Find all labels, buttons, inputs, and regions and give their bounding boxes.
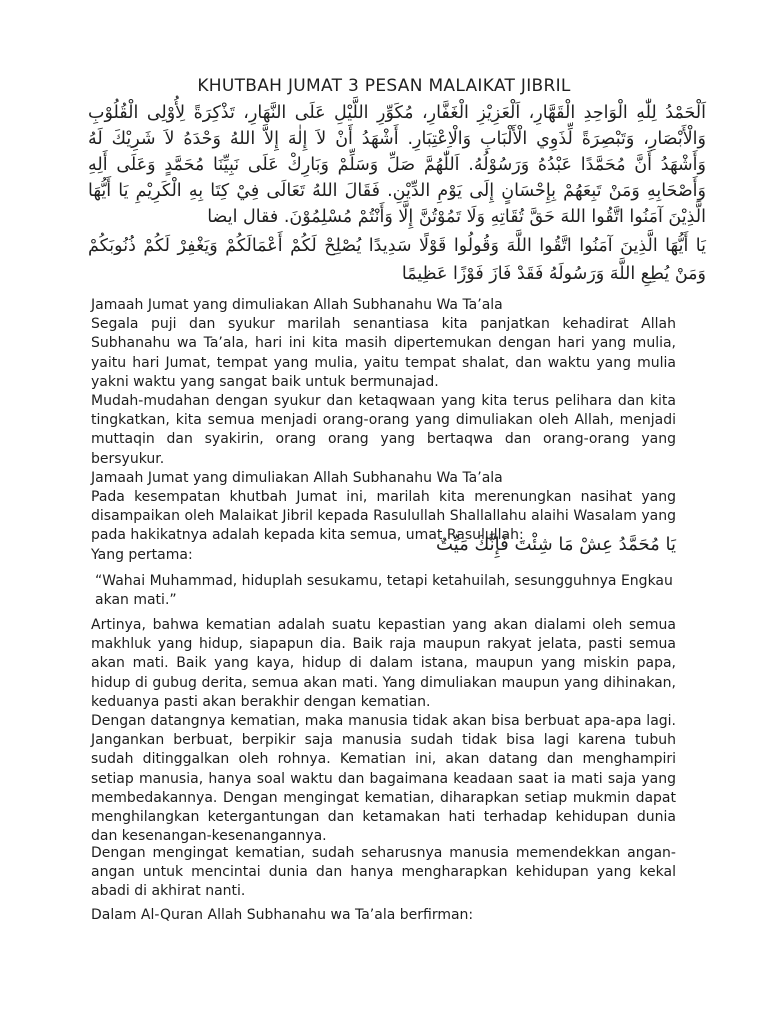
document-title: KHUTBAH JUMAT 3 PESAN MALAIKAT JIBRIL	[197, 76, 571, 96]
paragraph-hope: Mudah-mudahan dengan syukur dan ketaqwaan yang kita terus pelihara dan kita tingkatkan, kita semua menjadi orang-orang yang dimuliakan oleh Allah, menjadi muttaqin dan syakirin, orang orang yang bertaqwa dan orang-orang yang bersyukur.	[91, 393, 676, 467]
arabic-opening-prayer: اَلْحَمْدُ لِلّٰهِ الْوَاحِدِ الْقَهَّارِ، اَلْعَزِيْزِ الْغَفَّارِ، مُكَوِّرِ اللَّيْلِ عَلَى النَّهَارِ، تَذْكِرَةً لِأُوْلِى الْقُلُوْبِ وَالْأَبْصَارِ، وَتَبْصِرَةً لِّذَوِي الْأَلْبَابِ وَالْاِعْتِبَارِ. أَشْهَدُ أَنْ لاَ إِلٰهَ إِلاَّ اللهُ وَحْدَهُ لاَ شَرِيْكَ لَهُ وَأَشْهَدُ أَنَّ مُحَمَّدًا عَبْدُهُ وَرَسُوْلُهُ. اَللّٰهُمَّ صَلِّ وَسَلِّمْ وَبَارِكْ عَلَى نَبِيِّنَا مُحَمَّدٍ وَعَلَى أَلِهِ وَأَصْحَابِهِ وَمَنْ تَبِعَهُمْ بِإِحْسَانٍ إِلَى يَوْمِ الدِّيْنِ. فَقَالَ اللهُ تَعَالَى فِيْ كِتَا بِهِ الْكَرِيْمِ يَا أَيُّهَا الَّذِيْنَ آمَنُوا اتَّقُوا اللهَ حَقَّ تُقَاتِهِ وَلَا تَمُوْتُنَّ إِلَّا وَأَنْتُمْ مُسْلِمُوْنَ. فقال ايضا	[88, 103, 706, 227]
greeting-heading: Jamaah Jumat yang dimuliakan Allah Subhanahu Wa Ta’ala	[91, 297, 503, 313]
paragraph-death-arrival	[91, 712, 676, 846]
arabic-quran-verse: يَا أَيُّهَا الَّذِينَ آمَنُوا اتَّقُوا اللَّهَ وَقُولُوا قَوْلًا سَدِيدًا يُصْلِحْ لَكُمْ أَعْمَالَكُمْ وَيَغْفِرْ لَكُمْ ذُنُوبَكُمْ وَمَنْ يُطِعِ اللَّهَ وَرَسُولَهُ فَقَدْ فَازَ فَوْزًا عَظِيمًا	[88, 236, 706, 284]
paragraph-occasion: Pada kesempatan khutbah Jumat ini, marilah kita merenungkan nasihat yang disampaikan oleh Malaikat Jibril kepada Rasulullah Shallallahu alaihi Wasalam yang pada hakikatnya adalah kepada kita semua, umat Rasulullah:	[91, 489, 676, 544]
paragraph-remembering-death-text: Dengan mengingat kematian, sudah seharusnya manusia memendekkan angan-angan untuk mencintai dunia dan hanya mengharapkan kehidupan yang kekal abadi di akhirat nanti.	[91, 845, 676, 900]
intro-section	[91, 296, 676, 565]
paragraph-meaning	[91, 616, 676, 712]
quote-text: “Wahai Muhammad, hiduplah sesukamu, tetapi ketahuilah, sesungguhnya Engkau akan mati.”	[95, 573, 673, 609]
greeting-heading-2: Jamaah Jumat yang dimuliakan Allah Subhanahu Wa Ta’ala	[91, 469, 503, 486]
paragraph-remembering-death	[91, 844, 676, 902]
paragraph-quran-intro	[91, 906, 676, 925]
hadith-translation-quote	[91, 572, 676, 610]
paragraph-death-arrival-text: Dengan datangnya kematian, maka manusia tidak akan bisa berbuat apa-apa lagi. Jangankan berbuat, berpikir saja manusia sudah tidak bisa lagi karena tubuh sudah ditinggalkan oleh rohnya. Kematian ini, akan datang dan menghampiri setiap manusia, hanya soal waktu dan bagaimana keadaan saat ia mati saja yang membedakannya. Dengan mengingat kematian, diharapkan setiap mukmin dapat menghilangkan ketergantungan dan ketamakan hati terhadap kehidupan dunia dan kesenangan-kesenangannya.	[91, 713, 676, 845]
first-message-label: Yang pertama:	[91, 546, 193, 563]
paragraph-quran-intro-text: Dalam Al-Quran Allah Subhanahu wa Ta’ala berfirman:	[91, 907, 474, 923]
paragraph-meaning-text: Artinya, bahwa kematian adalah suatu kepastian yang akan dialami oleh semua makhluk yang hidup, siapapun dia. Baik raja maupun rakyat jelata, pasti semua akan mati. Baik yang kaya, hidup di dalam istana, maupun yang miskin papa, hidup di gubug derita, semua akan mati. Yang dimuliakan maupun yang dihinakan, keduanya pasti akan berakhir dengan kematian.	[91, 617, 676, 710]
arabic-hadith: يَا مُحَمَّدُ عِشْ مَا شِئْتَ فَإِنَّكَ مَيِّتٌ	[436, 534, 676, 555]
paragraph-praise: Segala puji dan syukur marilah senantiasa kita panjatkan kehadirat Allah Subhanahu wa Ta’ala, hari ini kita masih dipertemukan dengan hari yang mulia, yaitu hari Jumat, tempat yang mulia, yaitu tempat shalat, dan waktu yang mulia yakni waktu yang sangat baik untuk bermunajad.	[91, 316, 676, 390]
